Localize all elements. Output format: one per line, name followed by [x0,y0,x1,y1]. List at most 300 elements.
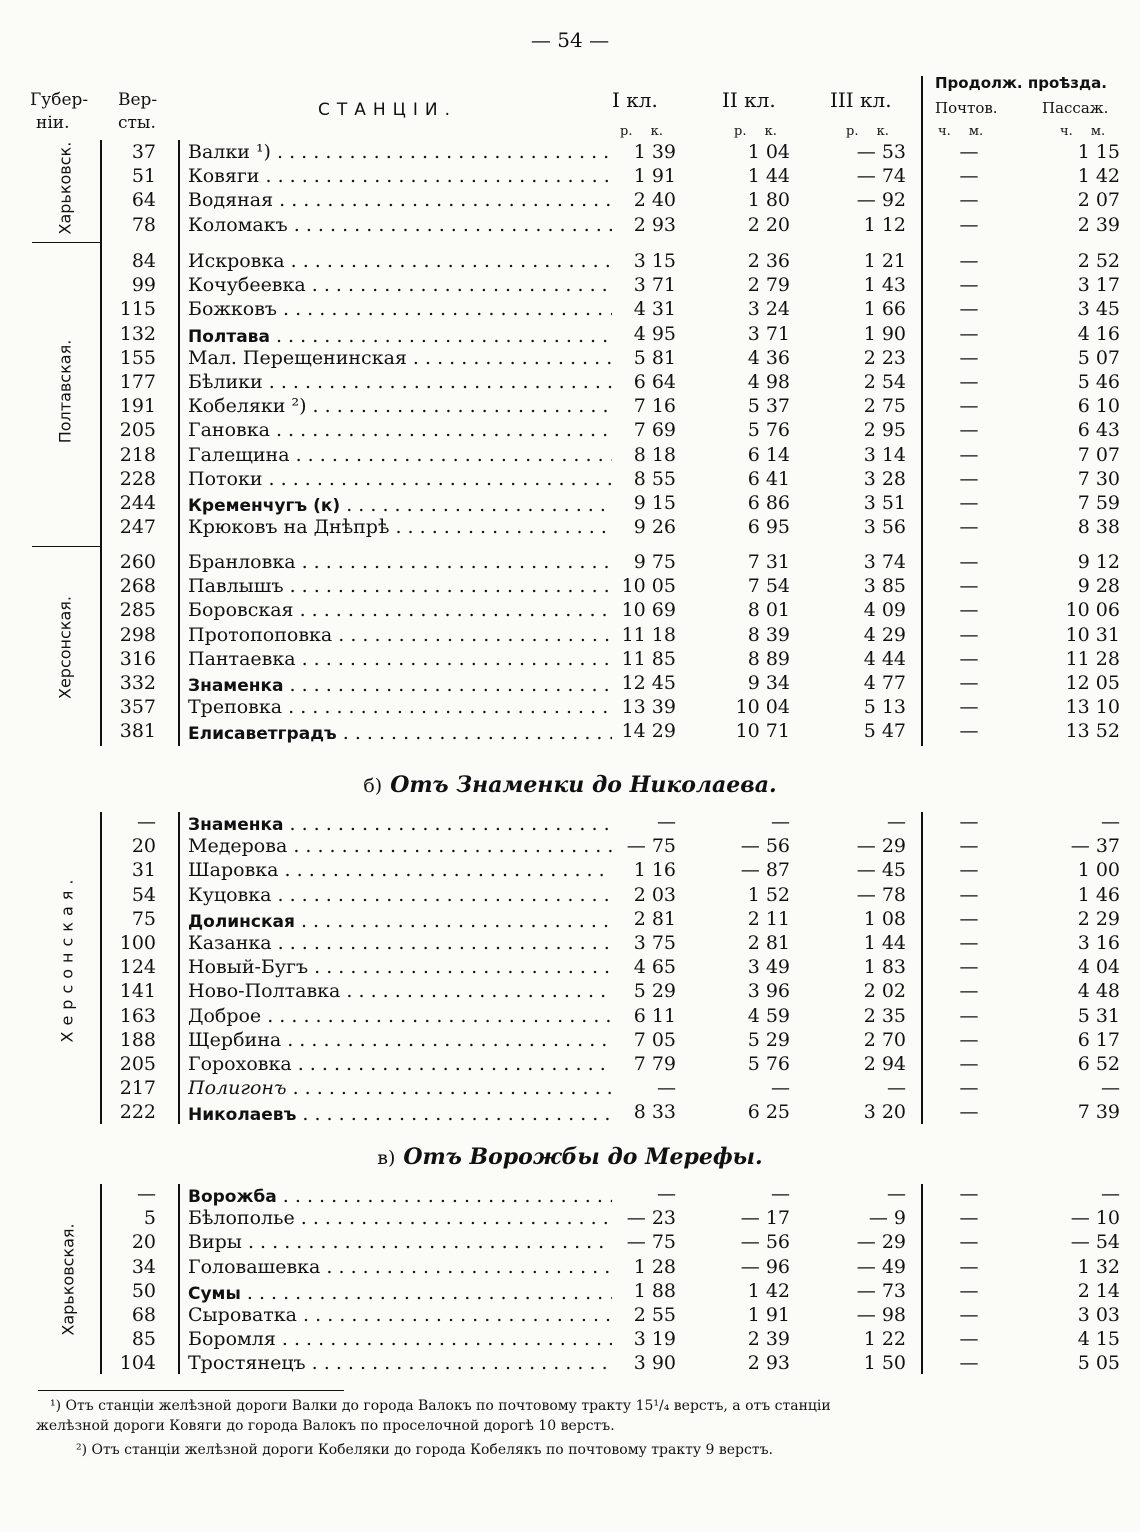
section-b-prefix: б) [363,775,383,797]
pass-duration: 7 07 [1077,443,1120,466]
post-duration: — [959,1255,979,1278]
distance-cell: 34 [131,1255,156,1278]
class1-price: 10 05 [621,575,676,598]
class1-price: 2 55 [633,1304,676,1326]
class3-price: — 9 [868,1207,906,1230]
class3-price: — 45 [856,859,906,882]
station-name: Медерова . . . [188,835,612,857]
class1-price: 1 28 [633,1255,676,1278]
class3-price: 2 23 [863,346,906,369]
distance-cell: 31 [131,859,156,882]
class1-price: 3 75 [633,932,676,954]
station-name: Пантаевка . . . [188,648,612,670]
class2-price: — [771,1077,790,1100]
class3-price: 1 50 [863,1352,906,1375]
post-duration: — [959,1183,979,1205]
table-row [0,884,1140,908]
distance-cell: 218 [119,443,156,466]
station-name: Потоки . . . [188,468,612,490]
pass-duration: 4 04 [1077,956,1120,979]
post-duration: — [959,696,979,719]
pass-duration: 6 10 [1077,395,1120,418]
header-class2: II кл. [722,88,776,112]
post-duration: — [959,1028,979,1051]
station-name: Коломакъ . . . [188,214,612,236]
class2-price: 7 31 [747,551,790,573]
class3-price: — 74 [856,165,906,188]
pass-duration: 4 48 [1077,980,1120,1003]
post-duration: — [959,720,979,743]
class3-price: — 29 [856,1231,906,1254]
table-row [0,250,1140,274]
post-duration: — [959,1004,979,1027]
station-name: Казанка . . . [188,932,612,954]
class2-price: 6 86 [747,492,790,514]
station-name: Боровская . . . [188,599,612,621]
class3-price: 3 28 [863,467,906,490]
class1-price: — 75 [626,1231,676,1254]
class1-price: 8 33 [633,1101,676,1124]
footnote-2: ²) Отъ станціи желѣзной дороги Кобеляки до города Кобелякъ по почтовому тракту 9 верстъ. [76,1442,773,1458]
table-row [0,648,1140,672]
station-name: Николаевъ . . . [188,1103,612,1125]
post-duration: — [959,1053,979,1075]
class3-price: — 29 [856,835,906,858]
class3-price: 2 54 [863,371,906,393]
post-duration: — [959,1101,979,1124]
pass-duration: 2 52 [1077,250,1120,272]
class3-price: 5 13 [863,696,906,719]
table-row [0,720,1140,744]
class1-price: 7 69 [633,419,676,442]
class2-price: — 17 [740,1207,790,1230]
header-hm-1: ч. м. [938,124,984,139]
pass-duration: 3 03 [1077,1304,1120,1326]
post-duration: — [959,907,979,930]
group-label-poltava: Полтавская. [55,339,75,444]
class1-price: 3 71 [633,274,676,297]
table-row [0,274,1140,298]
table-row [0,141,1140,165]
header-rk-3: р. к. [846,124,889,139]
class2-price: — 96 [740,1255,790,1278]
group-separator [32,546,100,547]
post-duration: — [959,859,979,882]
class2-price: 4 36 [747,346,790,369]
class3-price: 1 21 [863,250,906,272]
class3-price: — [887,1183,906,1205]
post-duration: — [959,811,979,833]
table-row [0,696,1140,720]
class3-price: 1 83 [863,956,906,979]
table-row [0,1029,1140,1053]
class2-price: 6 25 [747,1101,790,1124]
class2-price: 2 36 [747,250,790,272]
distance-cell: 51 [131,165,156,188]
station-name: Сумы . . . [188,1282,612,1304]
pass-duration: 9 12 [1077,551,1120,573]
post-duration: — [959,443,979,466]
pass-duration: 9 28 [1077,575,1120,598]
station-name: Головашевка . . . [188,1256,612,1278]
class2-price: 5 76 [747,1053,790,1075]
distance-cell: 217 [119,1077,156,1100]
class3-price: — 73 [856,1279,906,1302]
class2-price: 2 20 [747,213,790,236]
section-c-prefix: в) [377,1147,396,1169]
table-row [0,298,1140,322]
table-row [0,1328,1140,1352]
class2-price: — [771,811,790,833]
station-name: Щербина . . . [188,1029,612,1051]
pass-duration: 1 46 [1077,883,1120,906]
class3-price: 2 95 [863,419,906,442]
station-name: Ворожба . . . [188,1185,612,1207]
footnote-rule [38,1390,344,1391]
distance-cell: 205 [119,1053,156,1075]
pass-duration: 5 05 [1077,1352,1120,1375]
distance-cell: 285 [119,599,156,622]
pass-duration: 5 31 [1077,1004,1120,1027]
class1-price: 2 81 [633,907,676,930]
section-c-title [0,1144,1140,1170]
class1-price: 9 75 [633,551,676,573]
class1-price: 4 31 [633,298,676,321]
pass-duration: 1 32 [1077,1255,1120,1278]
table-row [0,1231,1140,1255]
table-row [0,1053,1140,1077]
distance-cell: 332 [119,672,156,694]
distance-cell: 205 [119,419,156,442]
distance-cell: 188 [119,1028,156,1051]
table-row [0,1077,1140,1101]
table-row [0,468,1140,492]
class2-price: 1 80 [747,189,790,212]
class2-price: 3 49 [747,956,790,979]
class2-price: — [771,1183,790,1205]
pass-duration: 6 43 [1077,419,1120,442]
header-duration: Продолж. проѣзда. [935,74,1107,92]
pass-duration: 12 05 [1065,672,1120,694]
pass-duration: 1 42 [1077,165,1120,188]
pass-duration: 7 30 [1077,467,1120,490]
class3-price: — 98 [856,1304,906,1326]
class2-price: 2 11 [747,907,790,930]
station-name: Бранловка . . . [188,551,612,573]
class3-price: 1 22 [863,1328,906,1351]
group-separator [32,242,100,243]
post-duration: — [959,346,979,369]
class2-price: 4 59 [747,1004,790,1027]
table-row [0,908,1140,932]
distance-cell: 268 [119,575,156,598]
class1-price: 1 88 [633,1279,676,1302]
header-post: Почтов. [935,99,998,117]
post-duration: — [959,1304,979,1326]
class1-price: 4 65 [633,956,676,979]
distance-cell: 163 [119,1004,156,1027]
pass-duration: — 54 [1070,1231,1120,1254]
class2-price: 6 41 [747,467,790,490]
distance-cell: 381 [119,720,156,743]
post-duration: — [959,1352,979,1375]
distance-cell: 54 [131,883,156,906]
distance-cell: 177 [119,371,156,393]
post-duration: — [959,835,979,858]
table-row [0,859,1140,883]
class1-price: — [657,811,676,833]
class1-price: 2 40 [633,189,676,212]
pass-duration: 2 07 [1077,189,1120,212]
group-label-kharkov: Харьковск. [55,141,75,235]
station-name: Бѣлики . . . [188,371,612,393]
distance-cell: 222 [119,1101,156,1124]
distance-cell: 75 [131,907,156,930]
station-name: Новый-Бугъ . . . [188,956,612,978]
class3-price: 3 20 [863,1101,906,1124]
class1-price: 2 03 [633,883,676,906]
table-row [0,1101,1140,1125]
pass-duration: — [1101,1077,1120,1100]
class1-price: 9 15 [633,492,676,514]
table-row [0,1005,1140,1029]
station-name: Тростянецъ . . . [188,1352,612,1374]
pass-duration: — [1101,811,1120,833]
post-duration: — [959,980,979,1003]
post-duration: — [959,575,979,598]
class3-price: 2 70 [863,1028,906,1051]
distance-cell: 5 [143,1207,156,1230]
header-class1: I кл. [612,88,658,112]
station-name: Павлышъ . . . [188,575,612,597]
post-duration: — [959,647,979,670]
class1-price: 10 69 [621,599,676,622]
class1-price: 3 15 [633,250,676,272]
post-duration: — [959,1077,979,1100]
class1-price: 1 39 [633,141,676,163]
class2-price: 1 04 [747,141,790,163]
class3-price: 1 12 [863,213,906,236]
table-row [0,419,1140,443]
class2-price: 2 79 [747,274,790,297]
table-row [0,835,1140,859]
station-name: Доброе . . . [188,1005,612,1027]
pass-duration: 10 06 [1065,599,1120,622]
pass-duration: 2 29 [1077,907,1120,930]
class1-price: 12 45 [621,672,676,694]
class1-price: 6 11 [633,1004,676,1027]
class2-price: 3 24 [747,298,790,321]
post-duration: — [959,1231,979,1254]
table-row [0,516,1140,540]
post-duration: — [959,274,979,297]
header-rk-1: р. к. [620,124,663,139]
post-duration: — [959,956,979,979]
class3-price: 4 09 [863,599,906,622]
class1-price: 2 93 [633,213,676,236]
class2-price: 2 81 [747,932,790,954]
distance-cell: 99 [131,274,156,297]
post-duration: — [959,141,979,163]
section-c-title-text: Отъ Ворожбы до Мерефы. [403,1144,763,1170]
class2-price: 6 95 [747,516,790,539]
post-duration: — [959,1207,979,1230]
post-duration: — [959,371,979,393]
header-versty: Вер- [118,90,158,110]
section-b-title-text: Отъ Знаменки до Николаева. [390,772,777,798]
class1-price: 11 18 [621,623,676,646]
distance-cell: 357 [119,696,156,719]
post-duration: — [959,189,979,212]
pass-duration: 3 17 [1077,274,1120,297]
class2-price: — 56 [740,1231,790,1254]
table-row [0,575,1140,599]
pass-duration: 3 16 [1077,932,1120,954]
station-name: Кобеляки ²) . . . [188,395,612,417]
post-duration: — [959,516,979,539]
class3-price: 3 85 [863,575,906,598]
class3-price: 1 66 [863,298,906,321]
section-b-title [0,772,1140,798]
station-name: Боромля . . . [188,1328,612,1350]
class3-price: 2 35 [863,1004,906,1027]
class2-price: 5 37 [747,395,790,418]
class1-price: — 75 [626,835,676,858]
distance-cell: 84 [131,250,156,272]
class2-price: 10 71 [735,720,790,743]
class2-price: 8 89 [747,647,790,670]
distance-cell: 247 [119,516,156,539]
class2-price: — 56 [740,835,790,858]
class2-price: 6 14 [747,443,790,466]
class2-price: 7 54 [747,575,790,598]
post-duration: — [959,395,979,418]
distance-cell: — [137,811,156,833]
class1-price: 13 39 [621,696,676,719]
class1-price: 8 55 [633,467,676,490]
header-hm-2: ч. м. [1060,124,1106,139]
table-row [0,956,1140,980]
distance-cell: 85 [131,1328,156,1351]
station-name: Полигонъ . . . [188,1077,612,1099]
distance-cell: 68 [131,1304,156,1326]
class1-price: 5 81 [633,346,676,369]
pass-duration: 6 17 [1077,1028,1120,1051]
class2-price: 8 01 [747,599,790,622]
header-stations: СТАНЦІИ. [318,100,457,120]
table-row [0,492,1140,516]
class2-price: 3 96 [747,980,790,1003]
distance-cell: 37 [131,141,156,163]
class3-price: 1 43 [863,274,906,297]
station-name: Шаровка . . . [188,859,612,881]
class2-price: 1 91 [747,1304,790,1326]
table-row [0,599,1140,623]
class2-price: 8 39 [747,623,790,646]
station-name: Виры . . . [188,1231,612,1253]
class2-price: 4 98 [747,371,790,393]
pass-duration: — 10 [1070,1207,1120,1230]
post-duration: — [959,623,979,646]
class1-price: 7 79 [633,1053,676,1075]
class1-price: 11 85 [621,647,676,670]
post-duration: — [959,419,979,442]
pass-duration: 11 28 [1065,647,1120,670]
pass-duration: 2 39 [1077,213,1120,236]
class2-price: 2 39 [747,1328,790,1351]
table-row [0,1304,1140,1328]
post-duration: — [959,250,979,272]
pass-duration: 4 15 [1077,1328,1120,1351]
station-name: Елисаветградъ . . . [188,722,612,744]
post-duration: — [959,467,979,490]
table-row [0,811,1140,835]
station-name: Галещина . . . [188,444,612,466]
post-duration: — [959,1328,979,1351]
distance-cell: 104 [119,1352,156,1375]
pass-duration: 1 00 [1077,859,1120,882]
station-name: Мал. Перещенинская . . . [188,347,612,369]
class3-price: 4 29 [863,623,906,646]
distance-cell: — [137,1183,156,1205]
class1-price: 3 19 [633,1328,676,1351]
class2-price: 2 93 [747,1352,790,1375]
distance-cell: 78 [131,213,156,236]
class3-price: — [887,811,906,833]
pass-duration: 4 16 [1077,322,1120,345]
distance-cell: 141 [119,980,156,1003]
station-name: Знаменка . . . [188,674,612,696]
table-row [0,624,1140,648]
class3-price: — 78 [856,883,906,906]
table-row [0,323,1140,347]
class3-price: — 49 [856,1255,906,1278]
class2-price: 1 44 [747,165,790,188]
class3-price: 4 77 [863,672,906,694]
class1-price: 7 05 [633,1028,676,1051]
pass-duration: 1 15 [1077,141,1120,163]
header-pass: Пассаж. [1042,99,1109,117]
table-row [0,165,1140,189]
distance-cell: 50 [131,1279,156,1302]
pass-duration: 5 46 [1077,371,1120,393]
class2-price: 1 52 [747,883,790,906]
station-name: Водяная . . . [188,189,612,211]
class1-price: 1 16 [633,859,676,882]
post-duration: — [959,213,979,236]
class3-price: 3 56 [863,516,906,539]
pass-duration: 7 39 [1077,1101,1120,1124]
group-label-kherson: Херсонская. [55,596,75,699]
post-duration: — [959,1279,979,1302]
class1-price: 8 18 [633,443,676,466]
table-row [0,395,1140,419]
station-name: Божковъ . . . [188,298,612,320]
station-name: Кременчугъ (к) . . . [188,494,612,516]
table-row [0,347,1140,371]
post-duration: — [959,165,979,188]
pass-duration: 5 07 [1077,346,1120,369]
distance-cell: 260 [119,551,156,573]
station-name: Искровка . . . [188,250,612,272]
station-name: Знаменка . . . [188,813,612,835]
table-row [0,932,1140,956]
header-versty-2: сты. [118,113,156,133]
post-duration: — [959,672,979,694]
class3-price: 3 74 [863,551,906,573]
group-label-kharkov-c: Харьковская. [58,1223,78,1336]
class1-price: 6 64 [633,371,676,393]
